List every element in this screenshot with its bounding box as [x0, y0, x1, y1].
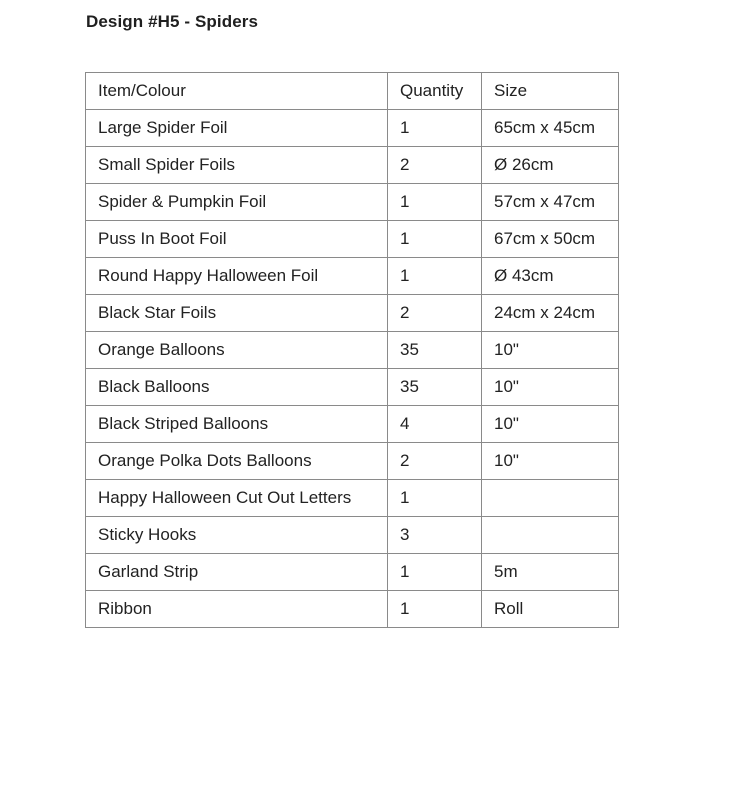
cell-size: 10": [482, 332, 619, 369]
cell-size: 5m: [482, 554, 619, 591]
cell-quantity: 1: [388, 480, 482, 517]
cell-quantity: 1: [388, 554, 482, 591]
header-size: Size: [482, 73, 619, 110]
cell-quantity: 1: [388, 591, 482, 628]
table-row: [86, 221, 619, 258]
header-quantity: Quantity: [388, 73, 482, 110]
table-row: [86, 332, 619, 369]
cell-size: Ø 26cm: [482, 147, 619, 184]
cell-quantity: 2: [388, 295, 482, 332]
items-table: [85, 72, 619, 628]
cell-item: Sticky Hooks: [86, 517, 388, 554]
cell-size: [482, 517, 619, 554]
cell-quantity: 35: [388, 369, 482, 406]
table-header-row: [86, 73, 619, 110]
table-row: [86, 480, 619, 517]
cell-item: Large Spider Foil: [86, 110, 388, 147]
table-row: [86, 443, 619, 480]
cell-size: 57cm x 47cm: [482, 184, 619, 221]
cell-item: Orange Balloons: [86, 332, 388, 369]
cell-size: 10": [482, 443, 619, 480]
table-row: [86, 517, 619, 554]
cell-item: Black Striped Balloons: [86, 406, 388, 443]
header-item-colour: Item/Colour: [86, 73, 388, 110]
cell-quantity: 35: [388, 332, 482, 369]
cell-quantity: 2: [388, 443, 482, 480]
cell-item: Orange Polka Dots Balloons: [86, 443, 388, 480]
cell-size: Roll: [482, 591, 619, 628]
table-row: [86, 406, 619, 443]
table-row: [86, 184, 619, 221]
cell-size: [482, 480, 619, 517]
cell-quantity: 4: [388, 406, 482, 443]
table-row: [86, 295, 619, 332]
cell-quantity: 2: [388, 147, 482, 184]
cell-quantity: 1: [388, 184, 482, 221]
table-row: [86, 369, 619, 406]
cell-size: 24cm x 24cm: [482, 295, 619, 332]
cell-quantity: 3: [388, 517, 482, 554]
cell-quantity: 1: [388, 110, 482, 147]
table-row: [86, 110, 619, 147]
cell-item: Black Balloons: [86, 369, 388, 406]
table-row: [86, 258, 619, 295]
cell-quantity: 1: [388, 221, 482, 258]
cell-size: Ø 43cm: [482, 258, 619, 295]
cell-size: 10": [482, 406, 619, 443]
table-row: [86, 591, 619, 628]
cell-item: Garland Strip: [86, 554, 388, 591]
cell-item: Black Star Foils: [86, 295, 388, 332]
cell-item: Puss In Boot Foil: [86, 221, 388, 258]
table-row: [86, 554, 619, 591]
page-title: Design #H5 - Spiders: [86, 12, 259, 31]
cell-item: Ribbon: [86, 591, 388, 628]
cell-size: 67cm x 50cm: [482, 221, 619, 258]
cell-item: Happy Halloween Cut Out Letters: [86, 480, 388, 517]
cell-item: Small Spider Foils: [86, 147, 388, 184]
table-row: [86, 147, 619, 184]
cell-quantity: 1: [388, 258, 482, 295]
cell-item: Round Happy Halloween Foil: [86, 258, 388, 295]
cell-size: 10": [482, 369, 619, 406]
cell-item: Spider & Pumpkin Foil: [86, 184, 388, 221]
cell-size: 65cm x 45cm: [482, 110, 619, 147]
